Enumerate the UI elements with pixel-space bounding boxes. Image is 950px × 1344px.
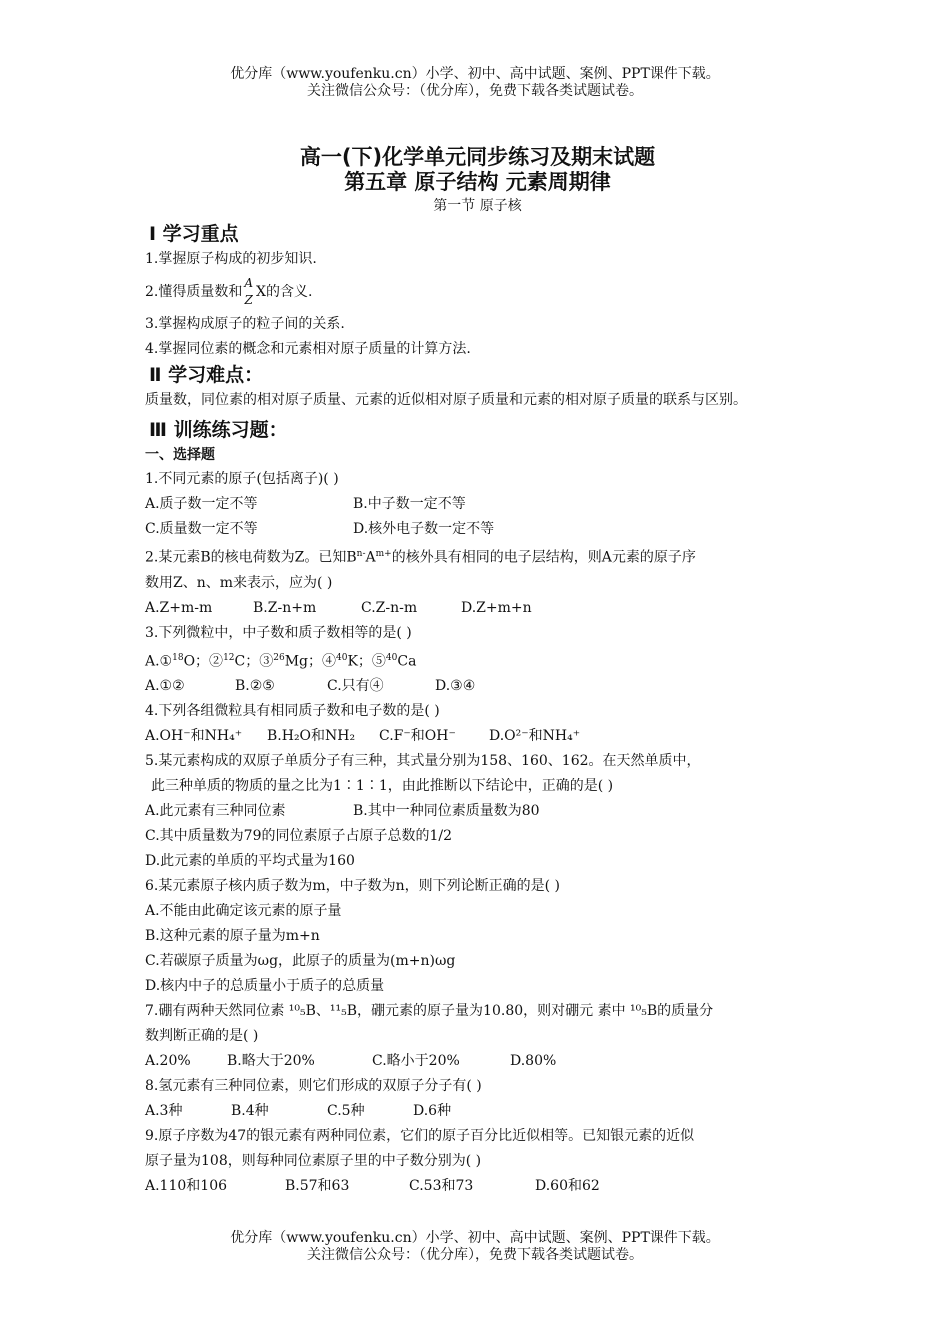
charge-superscript-1: n- — [356, 549, 366, 559]
option-b: B.57和63 — [285, 1178, 350, 1195]
option-c: C.Z-n-m — [361, 599, 418, 616]
option-c: C.质量数一定不等 — [145, 521, 258, 537]
mass-number-1: 18 — [172, 652, 184, 663]
option-d: D.Z+m+n — [461, 599, 532, 616]
option-d: D.核内中子的总质量小于质子的总质量 — [145, 978, 385, 995]
question-7-options — [145, 1049, 810, 1074]
question-2-stem-line-2: 数用Z、n、m来表示，应为( ) — [145, 574, 333, 591]
mass-number-5: 40 — [385, 652, 398, 663]
key-point-3: 3.掌握构成原子的粒子间的关系. — [145, 316, 345, 332]
question-4-options — [145, 724, 810, 749]
question-2-options — [145, 596, 810, 621]
difficulty-text: 质量数，同位素的相对原子质量、元素的近似相对原子质量和元素的相对原子质量的联系与区别。 — [145, 392, 747, 408]
option-b: B.这种元素的原子量为m+n — [145, 928, 320, 945]
footer-line-1: 优分库（www.youfenku.cn）小学、初中、高中试题、案例、PPT课件下载。 — [230, 1230, 720, 1246]
particle-text-4: K；⑤ — [347, 653, 386, 670]
question-3-stem: 3.下列微粒中，中子数和质子数相等的是( ) — [145, 624, 412, 641]
option-d: D.60和62 — [535, 1178, 600, 1195]
question-1-options-row-2 — [145, 517, 810, 542]
part2-heading: Ⅱ 学习难点： — [149, 364, 264, 386]
option-c: C.略小于20% — [372, 1053, 460, 1070]
question-8-options — [145, 1099, 810, 1124]
question-7-stem-line-1: 7.硼有两种天然同位素 ¹⁰₅B、¹¹₅B，硼元素的原子量为10.80，则对硼元 素中 ¹⁰₅B的质量分 — [145, 1003, 714, 1020]
question-2-text-b: 的核外具有相同的电子层结构，则A元素的原子序 — [391, 549, 696, 566]
option-b: B.略大于20% — [227, 1053, 315, 1070]
mass-number-symbol: A — [244, 276, 254, 290]
footer-banner — [0, 1230, 950, 1264]
banner-line-1: 优分库（www.youfenku.cn）小学、初中、高中试题、案例、PPT课件下载。 — [230, 66, 720, 82]
nuclide-notation — [244, 275, 253, 309]
question-9-stem-line-2: 原子量为108，则每种同位素原子里的中子数分别为( ) — [145, 1153, 482, 1170]
document-title: 高一(下)化学单元同步练习及期末试题 — [299, 145, 656, 169]
option-c: C.只有④ — [327, 678, 384, 695]
question-5-stem-line-1: 5.某元素构成的双原子单质分子有三种，其式量分别为158、160、162。在天然单质中， — [145, 753, 701, 770]
question-7-stem-line-2: 数判断正确的是( ) — [145, 1028, 259, 1045]
mass-number-2: 12 — [223, 652, 235, 663]
option-d: D.核外电子数一定不等 — [353, 521, 495, 537]
particle-text-1: O；② — [183, 653, 224, 670]
option-a: A.OH⁻和NH₄⁺ — [145, 728, 243, 745]
option-d: D.此元素的单质的平均式量为160 — [145, 853, 355, 870]
charge-superscript-2: m+ — [375, 549, 392, 559]
option-b: B.H₂O和NH₂ — [267, 728, 356, 745]
option-c: C.若碳原子质量为ωg，此原子的质量为(m+n)ωg — [145, 953, 456, 970]
question-2-text-mid: A — [365, 549, 376, 566]
option-a: A.此元素有三种同位素 — [145, 803, 286, 820]
option-c: C.其中质量数为79的同位素原子占原子总数的1/2 — [145, 828, 453, 845]
option-c: C.53和73 — [409, 1178, 474, 1195]
particle-label-1: A.① — [145, 653, 173, 670]
key-point-1: 1.掌握原子构成的初步知识. — [145, 251, 317, 267]
question-3-options — [145, 674, 810, 699]
option-c: C.5种 — [327, 1103, 365, 1120]
option-d: D.80% — [510, 1053, 557, 1070]
option-b: B.Z-n+m — [253, 599, 317, 616]
mass-number-3: 26 — [273, 652, 285, 663]
option-a: A.3种 — [145, 1103, 183, 1120]
particle-text-5: Ca — [397, 653, 417, 670]
question-1-options-row-1 — [145, 492, 810, 517]
question-2-stem-line-1 — [145, 542, 810, 571]
option-b: B.其中一种同位素质量数为80 — [353, 803, 540, 820]
option-a: A.①② — [145, 678, 185, 695]
chapter-title: 第五章 原子结构 元素周期律 — [344, 170, 611, 194]
atomic-number-symbol: Z — [244, 293, 253, 307]
option-b: B.中子数一定不等 — [353, 496, 466, 512]
document-body — [145, 145, 810, 1199]
option-a: A.20% — [145, 1053, 191, 1070]
mass-number-4: 40 — [335, 652, 348, 663]
option-a: A.不能由此确定该元素的原子量 — [145, 903, 342, 920]
question-1-stem: 1.不同元素的原子(包括离子)( ) — [145, 471, 339, 487]
choice-section-heading: 一、选择题 — [145, 447, 215, 463]
option-b: B.②⑤ — [235, 678, 275, 695]
question-9-options — [145, 1174, 810, 1199]
option-a: A.Z+m-m — [145, 599, 213, 616]
key-point-4: 4.掌握同位素的概念和元素相对原子质量的计算方法. — [145, 341, 471, 357]
option-d: D.③④ — [435, 678, 476, 695]
footer-line-2: 关注微信公众号：（优分库），免费下载各类试题试卷。 — [307, 1247, 643, 1263]
question-2-text-a: 2.某元素B的核电荷数为Z。已知B — [145, 549, 357, 566]
option-d: D.O²⁻和NH₄⁺ — [489, 728, 581, 745]
option-d: D.6种 — [413, 1103, 452, 1120]
question-6-stem: 6.某元素原子核内质子数为m，中子数为n，则下列论断正确的是( ) — [145, 878, 561, 895]
key-point-2-text-a: 2.懂得质量数和 — [145, 284, 243, 300]
header-banner — [0, 66, 950, 100]
key-point-2 — [145, 272, 810, 312]
particle-text-3: Mg；④ — [284, 653, 336, 670]
particle-text-2: C；③ — [234, 653, 274, 670]
option-a: A.110和106 — [145, 1178, 228, 1195]
question-8-stem: 8.氢元素有三种同位素，则它们形成的双原子分子有( ) — [145, 1078, 482, 1095]
key-point-2-text-b: X的含义. — [256, 284, 313, 300]
question-9-stem-line-1: 9.原子序数为47的银元素有两种同位素，它们的原子百分比近似相等。已知银元素的近似 — [145, 1128, 695, 1145]
option-c: C.F⁻和OH⁻ — [379, 728, 456, 745]
question-5-stem-line-2: 此三种单质的物质的量之比为1∶1∶1，由此推断以下结论中，正确的是( ) — [151, 778, 614, 795]
option-b: B.4种 — [231, 1103, 269, 1120]
part1-heading: Ⅰ 学习重点 — [149, 223, 239, 245]
part3-heading: Ⅲ 训练练习题： — [149, 419, 288, 441]
question-3-particles — [145, 646, 810, 675]
section-title: 第一节 原子核 — [433, 198, 522, 214]
question-4-stem: 4.下列各组微粒具有相同质子数和电子数的是( ) — [145, 703, 440, 720]
option-a: A.质子数一定不等 — [145, 496, 258, 512]
banner-line-2: 关注微信公众号：（优分库），免费下载各类试题试卷。 — [307, 83, 643, 99]
question-5-options-row-1 — [145, 799, 810, 824]
